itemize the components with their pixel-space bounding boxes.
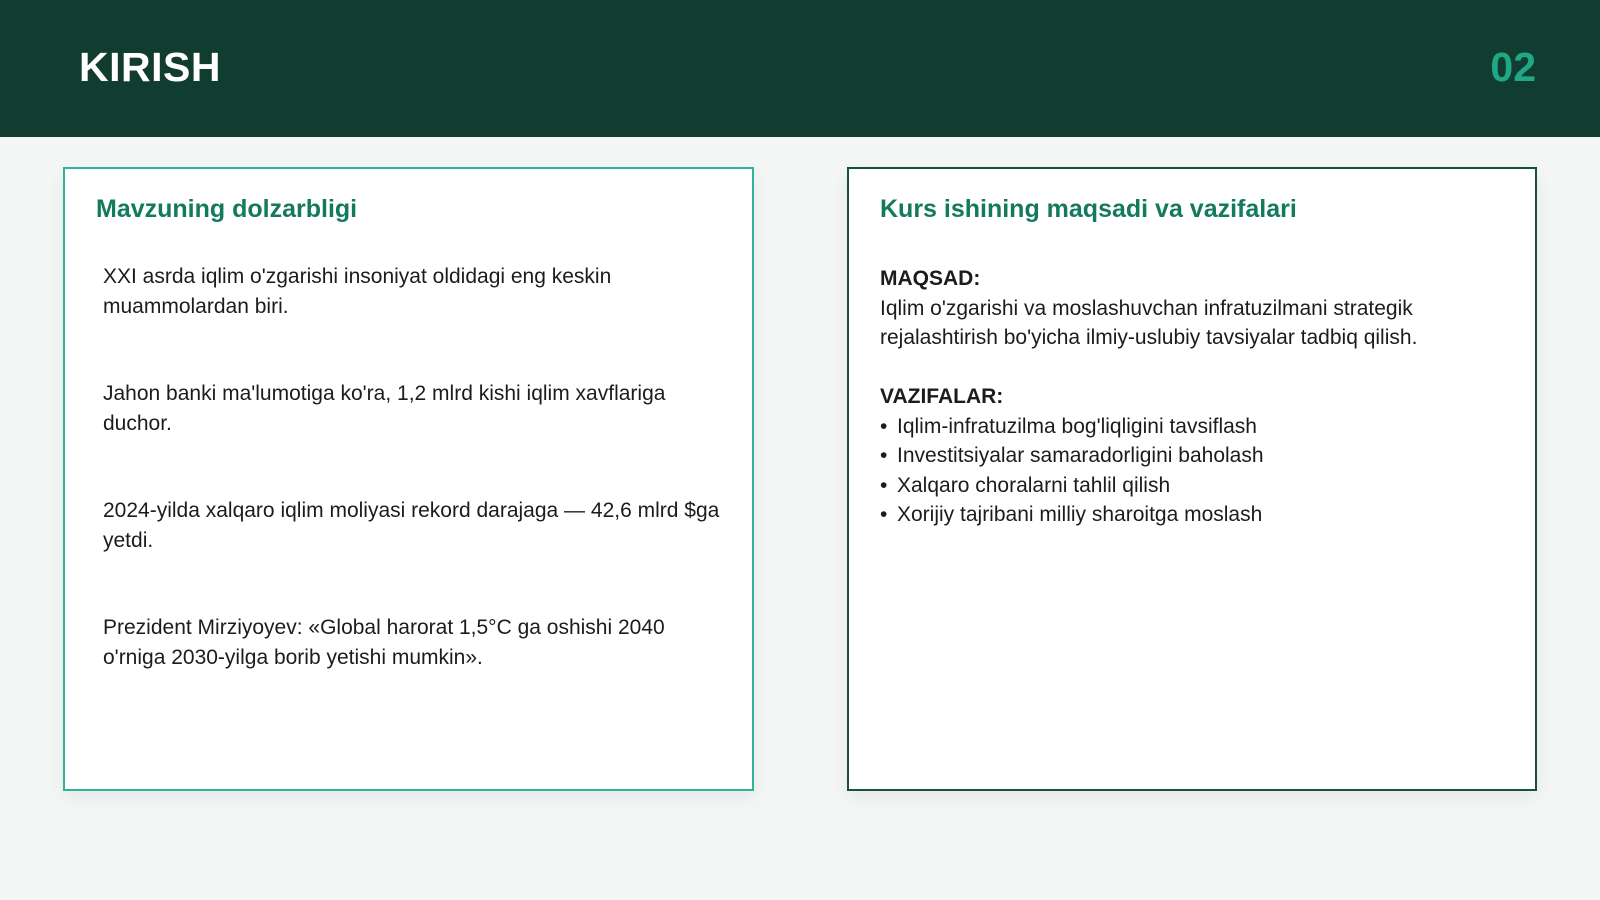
bullet-icon: • bbox=[880, 444, 888, 467]
task-text: Xalqaro choralarni tahlil qilish bbox=[897, 473, 1171, 497]
task-item bbox=[880, 412, 1510, 442]
task-item bbox=[880, 471, 1510, 501]
bullet-icon: • bbox=[880, 473, 888, 497]
goal-text: Iqlim o'zgarishi va moslashuvchan infratuzilmani strategik rejalashtirish bo'yicha ilmiy-uslubiy tavsiyalar tadbiq qilish. bbox=[880, 296, 1418, 349]
tasks-label: VAZIFALAR: bbox=[880, 385, 1004, 408]
relevance-paragraph: Prezident Mirziyoyev: «Global harorat 1,5°C ga oshishi 2040 o'rniga 2030-yilga borib yetishi mumkin». bbox=[103, 616, 665, 669]
relevance-card-title: Mavzuning dolzarbligi bbox=[96, 195, 358, 223]
tasks-list bbox=[880, 412, 1510, 530]
slide-page-number: 02 bbox=[1490, 44, 1536, 90]
relevance-paragraph: Jahon banki ma'lumotiga ko'ra, 1,2 mlrd kishi iqlim xavflariga duchor. bbox=[103, 382, 666, 435]
goal-label: MAQSAD: bbox=[880, 267, 981, 290]
relevance-paragraph: 2024-yilda xalqaro iqlim moliyasi rekord darajaga — 42,6 mlrd $ga yetdi. bbox=[103, 499, 720, 552]
relevance-card bbox=[63, 167, 754, 791]
task-item bbox=[880, 441, 1510, 471]
task-text: Xorijiy tajribani milliy sharoitga moslash bbox=[897, 503, 1263, 526]
goals-card-title: Kurs ishining maqsadi va vazifalari bbox=[880, 195, 1297, 223]
task-text: Iqlim-infratuzilma bog'liqligini tavsiflash bbox=[897, 414, 1257, 438]
goals-card-body bbox=[880, 264, 1510, 530]
task-item bbox=[880, 500, 1510, 530]
bullet-icon: • bbox=[880, 414, 888, 438]
slide-title: KIRISH bbox=[79, 44, 221, 90]
slide-header bbox=[0, 0, 1600, 137]
goals-card bbox=[847, 167, 1537, 791]
relevance-paragraph: XXI asrda iqlim o'zgarishi insoniyat oldidagi eng keskin muammolardan biri. bbox=[103, 265, 612, 318]
bullet-icon: • bbox=[880, 503, 888, 526]
task-text: Investitsiyalar samaradorligini baholash bbox=[897, 444, 1264, 467]
